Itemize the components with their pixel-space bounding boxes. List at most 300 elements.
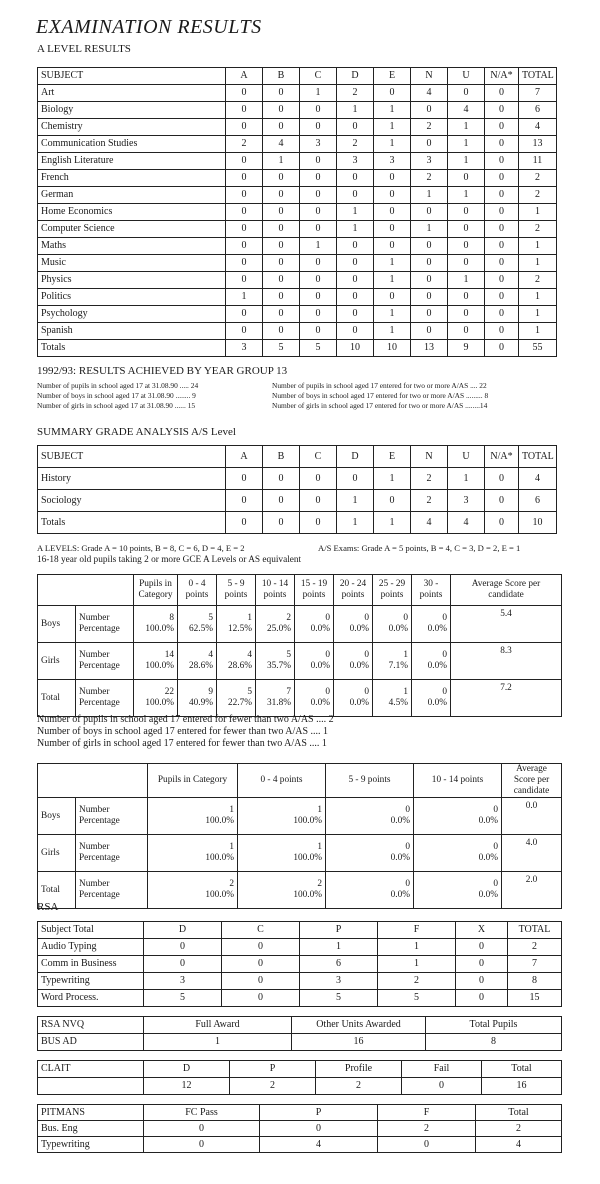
value-cell [148, 835, 238, 872]
a-level-cell: 5 [263, 340, 300, 357]
summary-row [38, 468, 557, 490]
summary-header-cell: TOTAL [519, 446, 557, 468]
value-cell [295, 643, 334, 680]
a-level-cell: 7 [519, 85, 557, 102]
a-level-cell: 0 [337, 272, 374, 289]
a-level-cell: 0 [374, 170, 411, 187]
a-level-cell: 0 [300, 119, 337, 136]
rsa-cell: 0 [456, 973, 508, 990]
a-level-cell: 0 [226, 272, 263, 289]
a-level-row-label: Psychology [38, 306, 226, 323]
rsa-cell: 7 [508, 956, 562, 973]
a-level-cell: 0 [448, 323, 485, 340]
a-level-row-label: Politics [38, 289, 226, 306]
a-level-cell: 1 [519, 255, 557, 272]
number-value: 0 [403, 613, 408, 623]
a-level-cell: 1 [374, 136, 411, 153]
a-level-row-label: Communication Studies [38, 136, 226, 153]
a-level-cell: 0 [263, 204, 300, 221]
a-level-row [38, 170, 557, 187]
value-cell [178, 680, 217, 717]
summary-row-label: History [38, 468, 226, 490]
value-cell [217, 606, 256, 643]
sublabel: Number [79, 805, 110, 815]
a-level-cell: 0 [448, 170, 485, 187]
rsa-row-label: Audio Typing [38, 939, 144, 956]
number-value: 0 [405, 879, 410, 889]
a-level-cell: 0 [263, 238, 300, 255]
group-sublabels [76, 606, 134, 643]
a-level-cell: 0 [337, 170, 374, 187]
number-value: 1 [403, 650, 408, 660]
number-value: 0 [493, 879, 498, 889]
sublabel: Percentage [79, 816, 120, 826]
a-level-row-label: Biology [38, 102, 226, 119]
points_table-header-row [38, 575, 562, 606]
fewer_table-header-cell: 5 - 9 points [326, 764, 414, 798]
counts-right [272, 381, 488, 411]
a-level-cell: 0 [226, 187, 263, 204]
a-level-cell: 0 [485, 221, 519, 238]
summary-cell: 1 [337, 512, 374, 534]
clait-header-row [38, 1061, 562, 1078]
points-table [37, 574, 562, 717]
percent-value: 4.5% [388, 698, 408, 708]
points_table-group-row [38, 643, 562, 680]
a-level-row [38, 238, 557, 255]
fewer-notes-line: Number of girls in school aged 17 entered for fewer than two A/AS .... 1 [37, 738, 327, 749]
a-level-cell: 0 [485, 272, 519, 289]
points_table-group-row [38, 606, 562, 643]
sublabel: Number [79, 687, 110, 697]
a-level-cell: 1 [300, 238, 337, 255]
counts-left-line: Number of girls in school aged 17 at 31.08.90 ...... 15 [37, 401, 196, 410]
summary-header-cell: E [374, 446, 411, 468]
value-cell [238, 872, 326, 909]
a-level-header-cell: C [300, 68, 337, 85]
a-level-cell: 2 [226, 136, 263, 153]
value-cell [148, 872, 238, 909]
a-level-cell: 13 [411, 340, 448, 357]
a-level-row-label: Computer Science [38, 221, 226, 238]
a-level-row-label: Spanish [38, 323, 226, 340]
grade-note-right: A/S Exams: Grade A = 5 points, B = 4, C = 3, D = 2, E = 1 [318, 543, 521, 553]
pitmans-cell: 0 [378, 1137, 476, 1153]
value-cell [334, 680, 373, 717]
a-level-cell: 2 [411, 119, 448, 136]
a-level-cell: 0 [300, 306, 337, 323]
rsa-cell: 3 [144, 973, 222, 990]
number-value: 2 [229, 879, 234, 889]
value-cell [326, 872, 414, 909]
summary-cell: 0 [485, 490, 519, 512]
a-level-cell: 0 [374, 238, 411, 255]
a-level-cell: 1 [337, 204, 374, 221]
a-level-cell: 1 [519, 238, 557, 255]
number-value: 0 [325, 613, 330, 623]
a-level-cell: 0 [411, 255, 448, 272]
summary-cell: 2 [411, 468, 448, 490]
rsa-header-cell: F [378, 922, 456, 939]
group-sublabels [76, 643, 134, 680]
summary-cell: 2 [411, 490, 448, 512]
pitmans-header-cell: F [378, 1105, 476, 1121]
summary-cell: 0 [337, 468, 374, 490]
a-level-row-label: Music [38, 255, 226, 272]
value-cell [256, 606, 295, 643]
rsa-cell: 5 [300, 990, 378, 1007]
a-level-cell: 0 [226, 255, 263, 272]
a-level-cell: 0 [411, 323, 448, 340]
rsa-table [37, 921, 562, 1007]
value-cell [238, 835, 326, 872]
a-level-row-label: German [38, 187, 226, 204]
a-level-header-cell: TOTAL [519, 68, 557, 85]
rsa-cell: 0 [222, 973, 300, 990]
a-level-cell: 0 [485, 85, 519, 102]
clait-header-cell: D [144, 1061, 230, 1078]
summary-row [38, 490, 557, 512]
percent-value: 0.0% [349, 661, 369, 671]
a-level-cell: 0 [485, 170, 519, 187]
a-level-cell: 9 [448, 340, 485, 357]
a-level-cell: 0 [485, 204, 519, 221]
rsa-cell: 5 [378, 990, 456, 1007]
number-value: 0 [442, 650, 447, 660]
rsa-cell: 2 [378, 973, 456, 990]
a-level-row [38, 119, 557, 136]
a-level-cell: 0 [411, 238, 448, 255]
rsa-cell: 0 [222, 939, 300, 956]
fewer_table-header-cell: Pupils in Category [148, 764, 238, 798]
rsa-header-cell: D [144, 922, 222, 939]
a-level-heading: A LEVEL RESULTS [37, 43, 131, 55]
a-level-cell: 1 [263, 153, 300, 170]
a-level-row [38, 272, 557, 289]
a-level-cell: 2 [519, 187, 557, 204]
number-value: 5 [208, 613, 213, 623]
number-value: 0 [442, 613, 447, 623]
summary-cell: 1 [337, 490, 374, 512]
value-cell [326, 798, 414, 835]
summary-heading: SUMMARY GRADE ANALYSIS A/S Level [37, 426, 236, 438]
a-level-cell: 0 [263, 289, 300, 306]
a-level-cell: 0 [263, 170, 300, 187]
a-level-cell: 0 [263, 323, 300, 340]
value-cell [373, 680, 412, 717]
a-level-cell: 2 [337, 136, 374, 153]
pitmans-cell: 0 [144, 1121, 260, 1137]
counts-left [37, 381, 198, 411]
sublabel: Percentage [79, 890, 120, 900]
rsa-header-cell: P [300, 922, 378, 939]
a-level-cell: 0 [300, 170, 337, 187]
a-level-cell: 6 [519, 102, 557, 119]
summary-cell: 0 [300, 468, 337, 490]
a-level-cell: 0 [263, 187, 300, 204]
a-level-cell: 0 [337, 255, 374, 272]
a-level-cell: 0 [337, 306, 374, 323]
a-level-cell: 4 [448, 102, 485, 119]
points_table-header-cell: Pupils in Category [134, 575, 178, 606]
number-value: 0 [493, 805, 498, 815]
percent-value: 35.7% [266, 661, 291, 671]
percent-value: 100.0% [145, 698, 174, 708]
a-level-cell: 0 [263, 255, 300, 272]
value-cell [256, 680, 295, 717]
group-sublabels [76, 835, 148, 872]
value-cell [414, 872, 502, 909]
percent-value: 100.0% [145, 624, 174, 634]
a-level-cell: 0 [374, 289, 411, 306]
summary-cell: 1 [374, 512, 411, 534]
a-level-cell: 3 [226, 340, 263, 357]
fewer-notes [37, 714, 334, 750]
a-level-cell: 2 [411, 170, 448, 187]
rsa-cell: 0 [456, 939, 508, 956]
group-sublabels [76, 798, 148, 835]
counts-right-line: Number of pupils in school aged 17 entered for two or more A/AS .... 22 [272, 381, 487, 390]
a-level-row-label: French [38, 170, 226, 187]
summary-row-label: Totals [38, 512, 226, 534]
a-level-cell: 0 [448, 289, 485, 306]
pitmans-header-cell: P [260, 1105, 378, 1121]
a-level-cell: 1 [374, 102, 411, 119]
clait-header-cell: Total [482, 1061, 562, 1078]
fewer_table-header-row [38, 764, 562, 798]
number-value: 2 [317, 879, 322, 889]
nvq-cell: BUS AD [38, 1034, 144, 1051]
a-level-cell: 0 [448, 221, 485, 238]
value-cell [295, 680, 334, 717]
a-level-cell: 0 [411, 204, 448, 221]
sublabel: Number [79, 650, 110, 660]
rsa-cell: 1 [378, 956, 456, 973]
a-level-cell: 0 [300, 323, 337, 340]
pitmans-row-label: Typewriting [38, 1137, 144, 1153]
grade-note-left: A LEVELS: Grade A = 10 points, B = 8, C = 6, D = 4, E = 2 [37, 543, 245, 553]
summary-grade-table [37, 445, 557, 534]
a-level-cell: 1 [374, 306, 411, 323]
a-level-header-cell: N [411, 68, 448, 85]
a-level-row [38, 340, 557, 357]
percent-value: 0.0% [478, 853, 498, 863]
fewer_table-header-cell: Average Score per candidate [502, 764, 562, 798]
a-level-cell: 0 [300, 102, 337, 119]
blank-header-cell [38, 764, 148, 798]
clait-cell: 0 [402, 1078, 482, 1095]
summary-cell: 0 [485, 468, 519, 490]
counts-right-line: Number of girls in school aged 17 entered for two or more A/AS ........14 [272, 401, 488, 410]
points_table-header-cell: Average Score per candidate [451, 575, 562, 606]
value-cell [134, 680, 178, 717]
summary-header-cell: N/A* [485, 446, 519, 468]
summary-cell: 1 [448, 468, 485, 490]
number-value: 0 [493, 842, 498, 852]
rsa-cell: 0 [144, 939, 222, 956]
pitmans-header-cell: FC Pass [144, 1105, 260, 1121]
number-value: 5 [247, 687, 252, 697]
a-level-cell: 1 [519, 306, 557, 323]
sublabel: Percentage [79, 853, 120, 863]
a-level-cell: 1 [337, 221, 374, 238]
page-title: EXAMINATION RESULTS [36, 16, 262, 38]
value-cell [148, 798, 238, 835]
a-level-cell: 0 [485, 323, 519, 340]
a-level-cell: 0 [411, 272, 448, 289]
rsa-cell: 15 [508, 990, 562, 1007]
a-level-cell: 13 [519, 136, 557, 153]
percent-value: 0.0% [390, 853, 410, 863]
value-cell [334, 606, 373, 643]
fewer_table-header-cell: 10 - 14 points [414, 764, 502, 798]
a-level-cell: 0 [263, 306, 300, 323]
points_table-header-cell: 30 - points [412, 575, 451, 606]
a-level-cell: 1 [374, 272, 411, 289]
a-level-table [37, 67, 557, 357]
points_table-header-cell: 25 - 29 points [373, 575, 412, 606]
a-level-row [38, 85, 557, 102]
a-level-row-label: Home Economics [38, 204, 226, 221]
percent-value: 100.0% [205, 853, 234, 863]
a-level-cell: 4 [519, 119, 557, 136]
value-cell [217, 643, 256, 680]
a-level-row-label: Totals [38, 340, 226, 357]
a-level-cell: 2 [519, 170, 557, 187]
rsa-row-label: Comm in Business [38, 956, 144, 973]
points_table-header-cell: 5 - 9 points [217, 575, 256, 606]
sublabel: Number [79, 613, 110, 623]
a-level-cell: 0 [226, 221, 263, 238]
value-cell [414, 835, 502, 872]
rsa-header-cell: C [222, 922, 300, 939]
nvq-header-cell: RSA NVQ [38, 1017, 144, 1034]
a-level-cell: 1 [519, 323, 557, 340]
a-level-row [38, 136, 557, 153]
percent-value: 0.0% [310, 624, 330, 634]
percent-value: 0.0% [478, 816, 498, 826]
summary-cell: 0 [374, 490, 411, 512]
number-value: 5 [286, 650, 291, 660]
a-level-cell: 1 [374, 119, 411, 136]
average-score: 8.3 [451, 643, 562, 680]
number-value: 9 [208, 687, 213, 697]
pitmans-header-cell: Total [476, 1105, 562, 1121]
number-value: 0 [364, 687, 369, 697]
a-level-cell: 0 [300, 289, 337, 306]
average-score: 5.4 [451, 606, 562, 643]
a-level-cell: 1 [411, 221, 448, 238]
summary-cell: 0 [300, 490, 337, 512]
counts-left-line: Number of pupils in school aged 17 at 31.08.90 ..... 24 [37, 381, 199, 390]
value-cell [412, 643, 451, 680]
a-level-cell: 0 [485, 289, 519, 306]
sublabel: Percentage [79, 624, 120, 634]
pitmans-header-row [38, 1105, 562, 1121]
a-level-row [38, 187, 557, 204]
summary-cell: 4 [519, 468, 557, 490]
a-level-cell: 1 [300, 85, 337, 102]
a-level-cell: 0 [300, 204, 337, 221]
percent-value: 40.9% [188, 698, 213, 708]
summary-row [38, 512, 557, 534]
rsa-cell: 0 [222, 956, 300, 973]
rsa-row [38, 973, 562, 990]
a-level-cell: 0 [226, 323, 263, 340]
percent-value: 0.0% [390, 890, 410, 900]
number-value: 0 [364, 613, 369, 623]
a-level-cell: 1 [448, 153, 485, 170]
a-level-cell: 0 [226, 153, 263, 170]
number-value: 8 [169, 613, 174, 623]
a-level-cell: 1 [448, 187, 485, 204]
a-level-cell: 1 [519, 204, 557, 221]
a-level-row [38, 153, 557, 170]
a-level-header-row [38, 68, 557, 85]
clait-row [38, 1078, 562, 1095]
a-level-cell: 0 [300, 255, 337, 272]
fewer-notes-line: Number of pupils in school aged 17 entered for fewer than two A/AS .... 2 [37, 714, 334, 725]
pitmans-cell: 4 [260, 1137, 378, 1153]
a-level-cell: 0 [448, 204, 485, 221]
group-label: Total [38, 680, 76, 717]
clait-header-cell: Fail [402, 1061, 482, 1078]
percent-value: 25.0% [266, 624, 291, 634]
a-level-cell: 0 [374, 204, 411, 221]
a-level-row-label: English Literature [38, 153, 226, 170]
a-level-cell: 0 [485, 136, 519, 153]
fewer_table-group-row [38, 872, 562, 909]
year-group-heading: 1992/93: RESULTS ACHIEVED BY YEAR GROUP 13 [37, 365, 288, 377]
fewer_table-group-row [38, 835, 562, 872]
rsa-header-cell: TOTAL [508, 922, 562, 939]
clait-cell: 16 [482, 1078, 562, 1095]
a-level-cell: 2 [519, 221, 557, 238]
percent-value: 0.0% [390, 816, 410, 826]
a-level-cell: 0 [263, 102, 300, 119]
counts-left-line: Number of boys in school aged 17 at 31.08.90 ........ 9 [37, 391, 196, 400]
a-level-row [38, 306, 557, 323]
nvq-header-cell: Total Pupils [426, 1017, 562, 1034]
a-level-cell: 10 [337, 340, 374, 357]
percent-value: 100.0% [293, 816, 322, 826]
a-level-row [38, 255, 557, 272]
pupils-note: 16-18 year old pupils taking 2 or more GCE A Levels or AS equivalent [37, 555, 302, 565]
pitmans-cell: 4 [476, 1137, 562, 1153]
percent-value: 7.1% [388, 661, 408, 671]
a-level-row [38, 221, 557, 238]
number-value: 4 [247, 650, 252, 660]
nvq-cell: 16 [292, 1034, 426, 1051]
summary-cell: 10 [519, 512, 557, 534]
rsa-nvq-table [37, 1016, 562, 1051]
percent-value: 22.7% [227, 698, 252, 708]
a-level-cell: 0 [485, 340, 519, 357]
fewer-than-two-table [37, 763, 562, 909]
a-level-cell: 1 [448, 136, 485, 153]
a-level-cell: 0 [226, 238, 263, 255]
value-cell [134, 606, 178, 643]
a-level-cell: 4 [411, 85, 448, 102]
number-value: 1 [317, 805, 322, 815]
a-level-cell: 0 [411, 306, 448, 323]
value-cell [295, 606, 334, 643]
number-value: 1 [247, 613, 252, 623]
summary-header-cell: C [300, 446, 337, 468]
a-level-cell: 3 [374, 153, 411, 170]
a-level-cell: 0 [226, 85, 263, 102]
summary-cell: 4 [411, 512, 448, 534]
